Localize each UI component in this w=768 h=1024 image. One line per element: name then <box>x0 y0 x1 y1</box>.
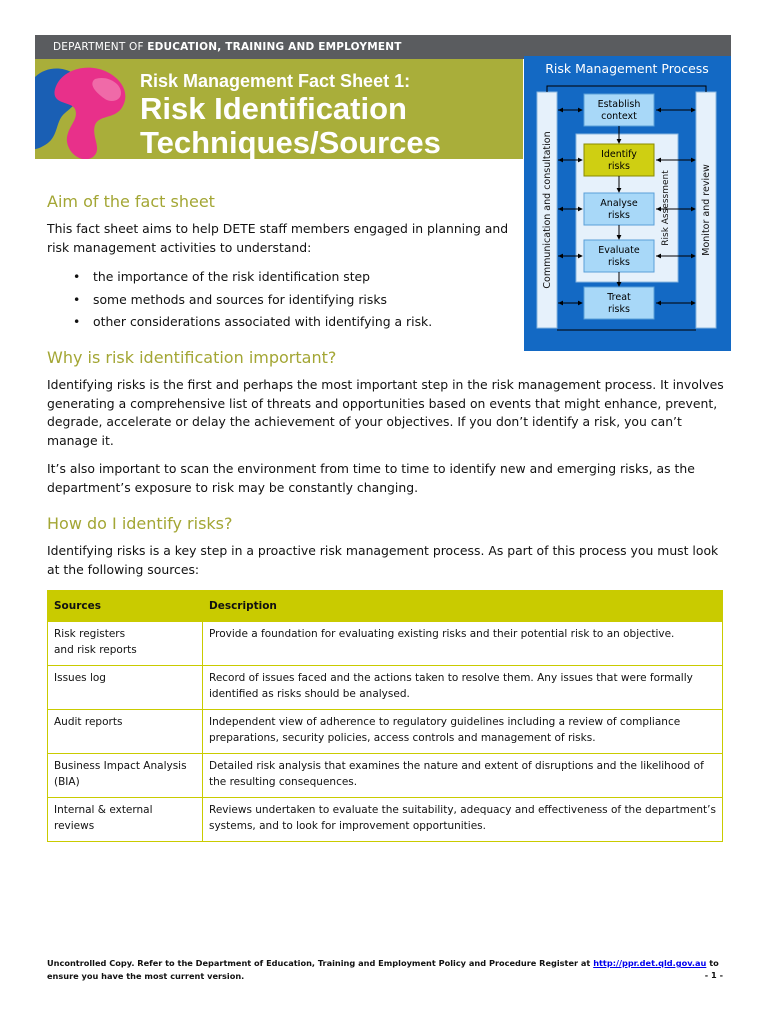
column-header-sources: Sources <box>48 591 203 622</box>
identify-line-2: risks <box>608 161 630 172</box>
source-cell <box>48 710 203 754</box>
source-cell <box>48 754 203 798</box>
footer-note <box>47 957 723 982</box>
aim-intro <box>47 220 508 257</box>
table-row <box>48 666 723 710</box>
establish-line-1: Establish <box>597 99 641 110</box>
source-line: Audit reports <box>54 716 123 728</box>
source-line: and risk reports <box>54 644 137 656</box>
why-heading: Why is risk identification important? <box>47 348 337 367</box>
assessment-label: Risk Assessment <box>661 170 671 246</box>
table-row <box>48 710 723 754</box>
description-cell: Independent view of adherence to regulatory guidelines including a review of compliance preparations, security policies, access controls and management of risks. <box>203 710 723 754</box>
source-line: (BIA) <box>54 776 80 788</box>
identify-line-1: Identify <box>601 149 637 160</box>
description-cell: Reviews undertaken to evaluate the suitability, adequacy and effectiveness of the department’s systems, and to look for improvement opportunities. <box>203 798 723 842</box>
page-title <box>140 92 441 159</box>
monitor-label: Monitor and review <box>701 164 712 256</box>
dept-prefix: DEPARTMENT OF <box>53 41 148 53</box>
fact-sheet-subtitle: Risk Management Fact Sheet 1: <box>140 71 411 91</box>
policy-register-link[interactable]: http://ppr.det.qld.gov.au <box>593 958 707 968</box>
sources-table <box>47 590 723 842</box>
source-line: Business Impact Analysis <box>54 760 187 772</box>
source-cell <box>48 622 203 666</box>
source-cell <box>48 798 203 842</box>
aim-bullet-list <box>73 268 432 336</box>
table-header-row <box>48 591 723 622</box>
evaluate-line-2: risks <box>608 257 630 268</box>
column-header-description: Description <box>203 591 723 622</box>
source-cell <box>48 666 203 710</box>
treat-line-2: risks <box>608 304 630 315</box>
description-cell: Record of issues faced and the actions taken to resolve them. Any issues that were formally identified as risks should be analysed. <box>203 666 723 710</box>
source-line: reviews <box>54 820 95 832</box>
source-line: Risk registers <box>54 628 126 640</box>
page-number: - 1 - <box>704 970 723 980</box>
source-line: Issues log <box>54 672 106 684</box>
aim-intro-line-2: risk management activities to understand: <box>47 239 312 255</box>
title-banner <box>35 59 523 159</box>
list-item: • the importance of the risk identification step <box>73 268 432 291</box>
treat-line-1: Treat <box>607 292 631 303</box>
title-line-2: Techniques/Sources <box>140 125 441 159</box>
source-line: Internal & external <box>54 804 153 816</box>
list-item: • some methods and sources for identifying risks <box>73 291 432 314</box>
risk-process-diagram <box>524 56 731 351</box>
how-paragraph: Identifying risks is a key step in a proactive risk management process. As part of this process you must look at the following sources: <box>47 543 719 577</box>
footer-text-before: Uncontrolled Copy. Refer to the Department of Education, Training and Employment Policy and Procedure Register at <box>47 958 594 968</box>
title-line-1: Risk Identification <box>140 91 407 126</box>
table-row <box>48 754 723 798</box>
evaluate-line-1: Evaluate <box>598 245 640 256</box>
how-heading: How do I identify risks? <box>47 514 233 533</box>
table-row <box>48 798 723 842</box>
aim-heading: Aim of the fact sheet <box>47 192 215 211</box>
dete-logo-icon <box>35 59 131 159</box>
establish-line-2: context <box>601 111 637 122</box>
communication-label: Communication and consultation <box>542 131 553 289</box>
description-cell: Detailed risk analysis that examines the nature and extent of disruptions and the likelihood of the resulting consequences. <box>203 754 723 798</box>
diagram-title: Risk Management Process <box>545 61 709 76</box>
list-item: • other considerations associated with identifying a risk. <box>73 313 432 336</box>
dept-name: EDUCATION, TRAINING AND EMPLOYMENT <box>147 41 402 53</box>
footer-text-after: to ensure you have the most current version. <box>47 958 719 981</box>
analyse-line-1: Analyse <box>600 198 638 209</box>
why-paragraph-2: It’s also important to scan the environment from time to time to identify new and emerging risks, as the department’s exposure to risk may be constantly changing. <box>47 461 695 495</box>
table-row <box>48 622 723 666</box>
aim-intro-line-1: This fact sheet aims to help DETE staff members engaged in planning and <box>47 221 509 236</box>
why-paragraph-1: Identifying risks is the first and perhaps the most important step in the risk management process. It involves generating a comprehensive list of threats and opportunities based on events that might enhance, prevent, degrade, accelerate or delay the achievement of your objectives. If you don’t identify a risk, you can’t manage it. <box>47 377 724 448</box>
description-cell: Provide a foundation for evaluating existing risks and their potential risk to an objective. <box>203 622 723 666</box>
analyse-line-2: risks <box>608 210 630 221</box>
process-flow-svg <box>524 56 731 351</box>
